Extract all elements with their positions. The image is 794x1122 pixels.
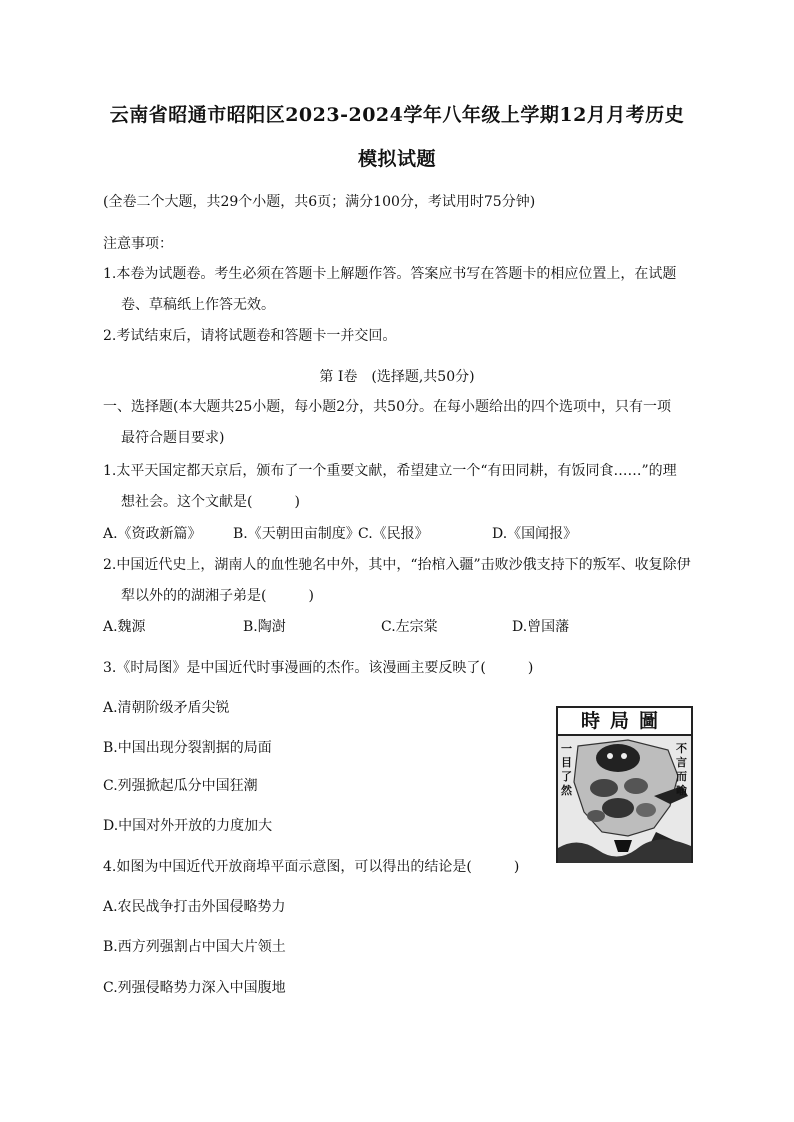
exam-title-line1: 云南省昭通市昭阳区2023-2024学年八年级上学期12月月考历史	[109, 104, 685, 126]
question-1-stem-cont: 想社会。这个文献是( )	[121, 494, 300, 510]
cartoon-illustration	[558, 736, 691, 863]
question-4-option-a: A.农民战争打击外国侵略势力	[103, 899, 286, 915]
question-3-stem: 3.《时局图》是中国近代时事漫画的杰作。该漫画主要反映了( )	[103, 660, 534, 676]
question-2-option-d: D.曾国藩	[512, 619, 570, 635]
notice-item-1: 1.本卷为试题卷。考生必须在答题卡上解题作答。答案应书写在答题卡的相应位置上，在试题	[103, 266, 677, 282]
question-2-stem: 2.中国近代史上，湖南人的血性驰名中外，其中，“抬棺入疆”击败沙俄支持下的叛军、收复除伊	[103, 557, 691, 573]
question-4-option-c: C.列强侵略势力深入中国腹地	[103, 980, 286, 996]
question-2-option-a: A.魏源	[103, 619, 146, 635]
question-3-option-d: D.中国对外开放的力度加大	[103, 818, 273, 834]
section-instructions-cont: 最符合题目要求)	[121, 430, 225, 446]
cartoon-left-caption: 一目了然	[561, 742, 572, 797]
question-1-option-a: A.《资政新篇》	[103, 526, 202, 542]
notice-item-1-cont: 卷、草稿纸上作答无效。	[121, 297, 275, 313]
cartoon-title: 時局圖	[558, 708, 691, 736]
section-instructions: 一、选择题(本大题共25小题，每小题2分，共50分。在每小题给出的四个选项中，只有一项	[103, 399, 671, 415]
question-2-stem-cont: 犁以外的的湖湘子弟是( )	[121, 588, 314, 604]
notice-heading: 注意事项：	[103, 236, 173, 252]
question-1-stem: 1.太平天国定都天京后，颁布了一个重要文献，希望建立一个“有田同耕，有饭同食……”的理	[103, 463, 677, 479]
exam-title-line2: 模拟试题	[357, 148, 436, 170]
question-4-stem: 4.如图为中国近代开放商埠平面示意图，可以得出的结论是( )	[103, 859, 520, 875]
question-3-option-b: B.中国出现分裂割据的局面	[103, 740, 272, 756]
section-heading: 第 I卷 (选择题,共50分)	[319, 369, 475, 385]
notice-item-2: 2.考试结束后，请将试题卷和答题卡一并交回。	[103, 328, 397, 344]
question-1-option-b: B.《天朝田亩制度》	[233, 526, 360, 542]
question-3-option-a: A.清朝阶级矛盾尖锐	[103, 700, 230, 716]
cartoon-right-caption: 不言而喻	[676, 742, 687, 797]
question-2-option-c: C.左宗棠	[381, 619, 438, 635]
question-2-option-b: B.陶澍	[243, 619, 286, 635]
question-1-option-d: D.《国闻报》	[492, 526, 578, 542]
shiju-cartoon-image	[556, 706, 693, 863]
question-4-option-b: B.西方列强割占中国大片领土	[103, 939, 286, 955]
question-3-option-c: C.列强掀起瓜分中国狂潮	[103, 778, 258, 794]
exam-info: (全卷二个大题，共29个小题，共6页；满分100分，考试用时75分钟)	[103, 194, 536, 210]
question-1-option-c: C.《民报》	[358, 526, 429, 542]
